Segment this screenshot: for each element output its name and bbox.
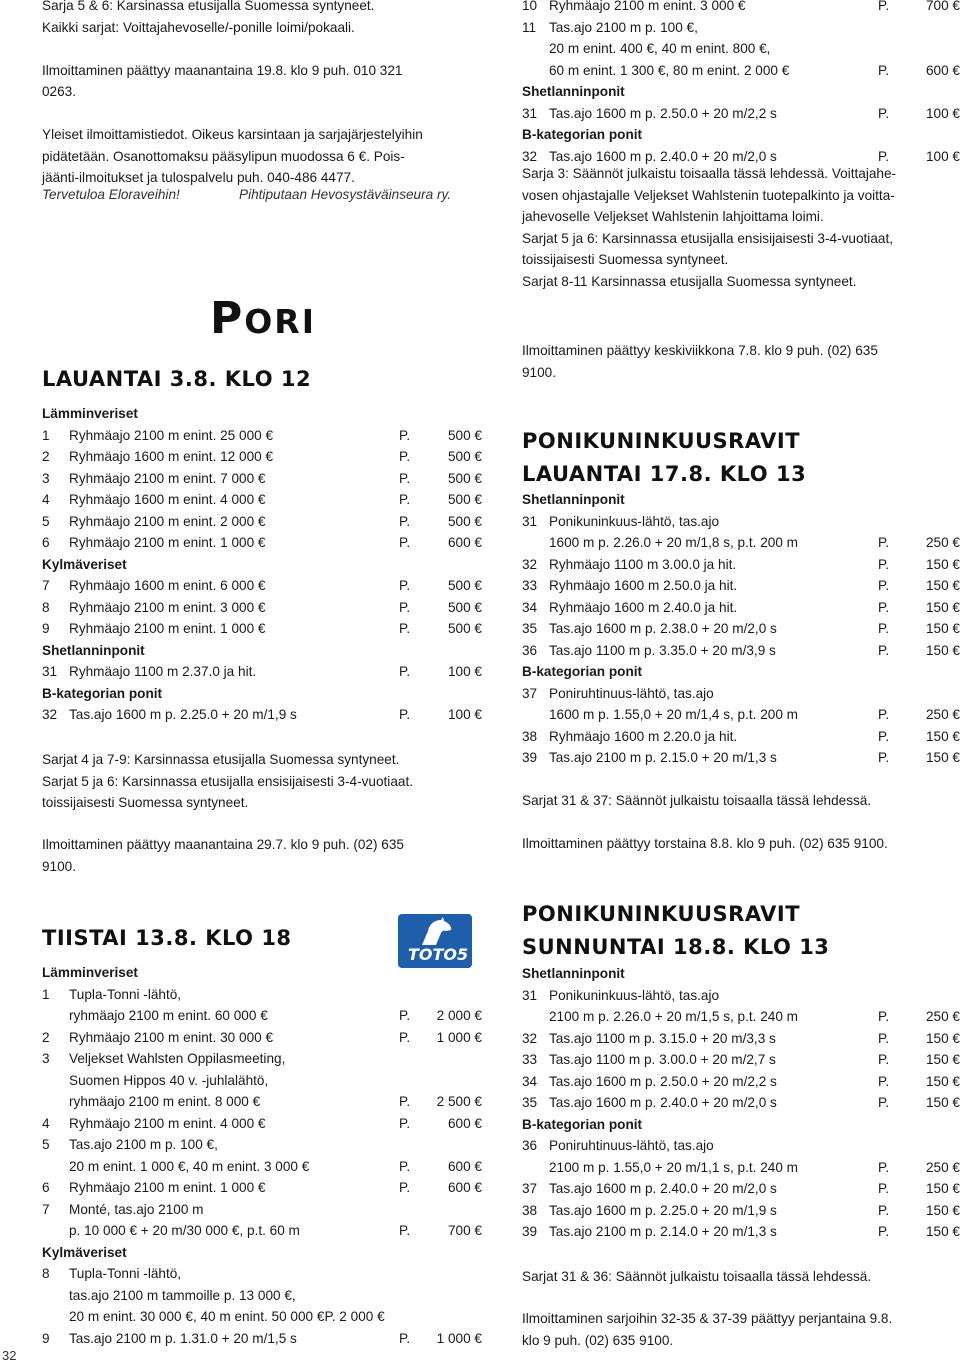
right-notes — [522, 163, 960, 292]
organizer-text: Pihtiputaan Hevosystäväinseura ry. — [239, 187, 452, 202]
race-row: 1 Tupla-Tonni -lähtö, — [42, 986, 182, 1002]
event-title-ponikuninkuus-1: PONIKUNINKUUSRAVIT — [522, 429, 801, 453]
note-line: Sarja 3: Säännöt julkaistu toisaalla tässä lehdessä. Voittajahe- — [522, 166, 897, 181]
race-row: 32 Tas.ajo 1600 m p. 2.25.0 + 20 m/1,9 s P. 100 € — [42, 707, 482, 722]
group-heading: Kylmäveriset — [42, 1244, 127, 1260]
note-line: jahevoselle Veljekset Wahlstenin lahjoittama loimi. — [522, 209, 824, 224]
race-row: 4 Ryhmäajo 1600 m enint. 4 000 € P. 500 € — [42, 492, 482, 507]
event-title-lauantai: LAUANTAI 3.8. KLO 12 — [42, 367, 312, 391]
registration-line: Ilmoittaminen päättyy maanantaina 29.7. klo 9 puh. (02) 635 — [42, 837, 404, 852]
race-row: 8 Ryhmäajo 2100 m enint. 3 000 € P. 500 € — [42, 599, 482, 615]
race-row: 9 Ryhmäajo 2100 m enint. 1 000 € P. 500 € — [42, 621, 482, 636]
note-line: toissijaisesti Suomessa syntyneet. — [42, 795, 249, 810]
right-registration — [522, 340, 960, 383]
race-row: 36 Tas.ajo 1100 m p. 3.35.0 + 20 m/3,9 s P. 150 € — [522, 642, 960, 658]
registration-line: klo 9 puh. (02) 635 9100. — [522, 1332, 674, 1348]
race-row: 32 Tas.ajo 1100 m p. 3.15.0 + 20 m/3,3 s P. 150 € — [522, 1030, 960, 1046]
event-date-sunnuntai: SUNNUNTAI 18.8. KLO 13 — [522, 935, 830, 959]
intro-line — [42, 103, 482, 125]
race-row: 6 Ryhmäajo 2100 m enint. 1 000 € P. 600 € — [42, 535, 482, 550]
race-row: 5 Tas.ajo 2100 m p. 100 €, — [42, 1137, 218, 1152]
race-row-cont: Suomen Hippos 40 v. -juhlalähtö, — [69, 1072, 269, 1088]
intro-line: Kaikki sarjat: Voittajahevoselle/-ponille loimi/pokaali. — [42, 19, 355, 35]
race-row: 31 Ponikuninkuus-lähtö, tas.ajo — [522, 987, 720, 1003]
group-heading: Kylmäveriset — [42, 556, 127, 572]
race-row-cont: 60 m enint. 1 300 €, 80 m enint. 2 000 € P. 600 € — [549, 62, 960, 78]
intro-line: pidätetään. Osanottomaksu pääsylipun muodossa 6 €. Pois- — [42, 148, 405, 164]
event4-note: Sarjat 31 & 36: Säännöt julkaistu toisaalla tässä lehdessä. — [522, 1269, 872, 1284]
event-date-lauantai: LAUANTAI 17.8. KLO 13 — [522, 462, 807, 486]
intro-line: Yleiset ilmoittamistiedot. Oikeus karsintaan ja sarjajärjestelyihin — [42, 127, 423, 142]
race-row: 10 Ryhmäajo 2100 m enint. 3 000 € P. 700 € — [522, 0, 960, 13]
race-row-cont: 20 m enint. 400 €, 40 m enint. 800 €, — [549, 41, 771, 56]
race-row: 38 Ryhmäajo 1600 m 2.20.0 ja hit. P. 150 € — [522, 728, 960, 744]
race-row: 8 Tupla-Tonni -lähtö, — [42, 1266, 182, 1281]
race-row: 1 Ryhmäajo 2100 m enint. 25 000 € P. 500 € — [42, 427, 482, 443]
race-row-cont: p. 10 000 € + 20 m/30 000 €, p.t. 60 m P. 700 € — [69, 1223, 482, 1238]
event4-list — [522, 963, 960, 1243]
group-heading: B-kategorian ponit — [522, 127, 643, 142]
race-row-cont: 2100 m p. 1.55,0 + 20 m/1,1 s, p.t. 240 m P. 250 € — [549, 1159, 960, 1175]
city-title: PORI — [210, 293, 316, 344]
event4-registration — [522, 1308, 960, 1351]
race-row: 11 Tas.ajo 2100 m p. 100 €, — [522, 19, 698, 35]
group-heading: Shetlanninponit — [522, 84, 625, 99]
race-row-cont: 1600 m p. 2.26.0 + 20 m/1,8 s, p.t. 200 m P. 250 € — [549, 535, 960, 550]
race-row: 34 Tas.ajo 1600 m p. 2.50.0 + 20 m/2,2 s P. 150 € — [522, 1073, 960, 1089]
signature-row — [42, 184, 482, 208]
note-line: Sarjat 8-11 Karsinnassa etusijalla Suomessa syntyneet. — [522, 273, 857, 289]
horse-head-icon — [416, 917, 454, 947]
event-title-ponikuninkuus-2: PONIKUNINKUUSRAVIT — [522, 902, 801, 926]
note-line: Sarjat 5 ja 6: Karsinnassa etusijalla ensisijaisesti 3-4-vuotiaat. — [42, 773, 413, 789]
event2-list — [42, 962, 482, 1349]
event-title-tiistai: TIISTAI 13.8. KLO 18 — [42, 926, 292, 950]
note-line: toissijaisesti Suomessa syntyneet. — [522, 252, 729, 267]
race-row: 37 Poniruhtinuus-lähtö, tas.ajo — [522, 685, 714, 701]
race-row: 3 Veljekset Wahlsten Oppilasmeeting, — [42, 1051, 286, 1066]
registration-line: Ilmoittaminen päättyy keskiviikkona 7.8. klo 9 puh. (02) 635 — [522, 343, 878, 358]
note-line: vosen ohjastajalle Veljekset Wahlstenin tuotepalkinto ja voitta- — [522, 187, 895, 203]
welcome-text: Tervetuloa Eloraveihin! — [42, 187, 180, 202]
note-line: Sarjat 5 ja 6: Karsinnassa etusijalla ensisijaisesti 3-4-vuotiaat, — [522, 230, 893, 246]
race-row: 31 Tas.ajo 1600 m p. 2.50.0 + 20 m/2,2 s P. 100 € — [522, 105, 960, 121]
intro-block — [42, 0, 482, 189]
intro-line — [42, 38, 482, 60]
intro-line: 0263. — [42, 84, 77, 99]
race-row: 35 Tas.ajo 1600 m p. 2.38.0 + 20 m/2,0 s P. 150 € — [522, 621, 960, 636]
race-row: 35 Tas.ajo 1600 m p. 2.40.0 + 20 m/2,0 s P. 150 € — [522, 1095, 960, 1110]
race-row: 3 Ryhmäajo 2100 m enint. 7 000 € P. 500 € — [42, 470, 482, 486]
event1-list — [42, 403, 482, 726]
group-heading: Shetlanninponit — [42, 642, 145, 658]
toto5-logo: TOTO5 — [398, 914, 472, 968]
race-row: 38 Tas.ajo 1600 m p. 2.25.0 + 20 m/1,9 s P. 150 € — [522, 1202, 960, 1218]
race-row-cont: 20 m enint. 1 000 €, 40 m enint. 3 000 € P. 600 € — [69, 1158, 482, 1174]
right-top-list — [522, 0, 960, 167]
event1-notes — [42, 749, 482, 814]
event3-registration: Ilmoittaminen päättyy torstaina 8.8. klo 9 puh. (02) 635 9100. — [522, 836, 888, 851]
race-row-cont: ryhmäajo 2100 m enint. 60 000 € P. 2 000 € — [69, 1008, 482, 1023]
group-heading: B-kategorian ponit — [42, 685, 163, 701]
group-heading: B-kategorian ponit — [522, 664, 643, 679]
intro-line: jäänti-ilmoitukset ja tulospalvelu puh. 040-486 4477. — [42, 170, 355, 185]
race-row: 36 Poniruhtinuus-lähtö, tas.ajo — [522, 1138, 714, 1153]
race-row: 6 Ryhmäajo 2100 m enint. 1 000 € P. 600 € — [42, 1180, 482, 1195]
group-heading: Shetlanninponit — [522, 966, 625, 981]
registration-line: Ilmoittaminen sarjoihin 32-35 & 37-39 päättyy perjantaina 9.8. — [522, 1311, 893, 1326]
race-row: 5 Ryhmäajo 2100 m enint. 2 000 € P. 500 € — [42, 513, 482, 529]
event1-registration — [42, 834, 482, 877]
group-heading: Lämminveriset — [42, 406, 138, 421]
registration-line: 9100. — [42, 858, 77, 874]
race-row: 31 Ponikuninkuus-lähtö, tas.ajo — [522, 513, 720, 529]
race-row: 33 Tas.ajo 1100 m p. 3.00.0 + 20 m/2,7 s P. 150 € — [522, 1052, 960, 1067]
race-row-cont: tas.ajo 2100 m tammoille p. 13 000 €, — [69, 1287, 296, 1303]
page-number: 32 — [2, 1348, 17, 1363]
race-row-cont: 1600 m p. 1.55,0 + 20 m/1,4 s, p.t. 200 m P. 250 € — [549, 707, 960, 722]
race-row: 32 Ryhmäajo 1100 m 3.00.0 ja hit. P. 150 € — [522, 556, 960, 572]
race-row-cont: 2100 m p. 2.26.0 + 20 m/1,5 s, p.t. 240 m P. 250 € — [549, 1009, 960, 1024]
race-row: 9 Tas.ajo 2100 m p. 1.31.0 + 20 m/1,5 s P. 1 000 € — [42, 1330, 482, 1346]
intro-line: Ilmoittaminen päättyy maanantaina 19.8. klo 9 puh. 010 321 — [42, 62, 403, 78]
event3-note: Sarjat 31 & 37: Säännöt julkaistu toisaalla tässä lehdessä. — [522, 793, 872, 808]
race-row: 2 Ryhmäajo 2100 m enint. 30 000 € P. 1 000 € — [42, 1029, 482, 1045]
note-line: Sarjat 4 ja 7-9: Karsinnassa etusijalla Suomessa syntyneet. — [42, 752, 400, 767]
race-row: 34 Ryhmäajo 1600 m 2.40.0 ja hit. P. 150 € — [522, 599, 960, 615]
race-row: 33 Ryhmäajo 1600 m 2.50.0 ja hit. P. 150 € — [522, 578, 960, 593]
race-row-cont: ryhmäajo 2100 m enint. 8 000 € P. 2 500 € — [69, 1094, 482, 1109]
race-row: 39 Tas.ajo 2100 m p. 2.15.0 + 20 m/1,3 s P. 150 € — [522, 750, 960, 765]
group-heading: B-kategorian ponit — [522, 1116, 643, 1132]
event3-list — [522, 489, 960, 769]
group-heading: Shetlanninponit — [522, 492, 625, 507]
race-row: 39 Tas.ajo 2100 m p. 2.14.0 + 20 m/1,3 s P. 150 € — [522, 1224, 960, 1239]
race-row: 31 Ryhmäajo 1100 m 2.37.0 ja hit. P. 100 € — [42, 664, 482, 679]
intro-line: Sarja 5 & 6: Karsinassa etusijalla Suomessa syntyneet. — [42, 0, 375, 13]
race-row-cont: 20 m enint. 30 000 €, 40 m enint. 50 000 €P. 2 000 € — [69, 1309, 385, 1324]
group-heading: Lämminveriset — [42, 965, 138, 980]
race-row: 32 Tas.ajo 1600 m p. 2.40.0 + 20 m/2,0 s P. 100 € — [522, 148, 960, 164]
race-row: 4 Ryhmäajo 2100 m enint. 4 000 € P. 600 € — [42, 1115, 482, 1131]
race-row: 7 Monté, tas.ajo 2100 m — [42, 1201, 204, 1217]
registration-line: 9100. — [522, 364, 557, 380]
race-row: 7 Ryhmäajo 1600 m enint. 6 000 € P. 500 € — [42, 578, 482, 593]
race-row: 2 Ryhmäajo 1600 m enint. 12 000 € P. 500 € — [42, 449, 482, 464]
race-row: 37 Tas.ajo 1600 m p. 2.40.0 + 20 m/2,0 s P. 150 € — [522, 1181, 960, 1196]
